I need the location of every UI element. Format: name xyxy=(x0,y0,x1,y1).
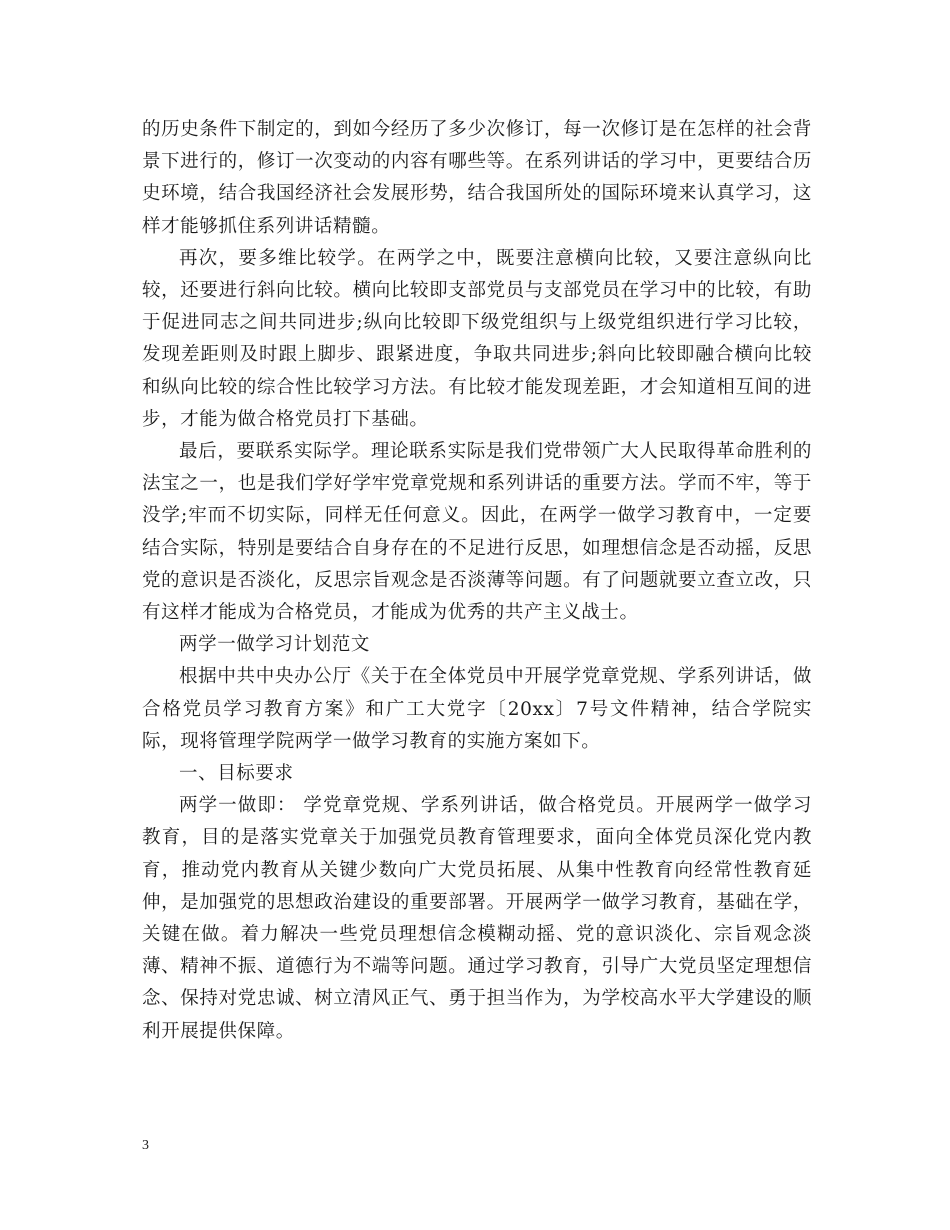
paragraph-basis: 根据中共中央办公厅《关于在全体党员中开展学党章党规、学系列讲话，做合格党员学习教育方案》和广工大党字〔20xx〕7号文件精神，结合学院实际，现将管理学院两学一做学习教育的实施方案如下。 xyxy=(142,666,812,752)
paragraph-goals: 两学一做即： 学党章党规、学系列讲话，做合格党员。开展两学一做学习教育，目的是落实党章关于加强党员教育管理要求，面向全体党员深化党内教育，推动党内教育从关键少数向广大党员拓展、从集中性教育向经常性教育延伸，是加强党的思想政治建设的重要部署。开展两学一做学习教育，基础在学，关键在做。着力解决一些党员理想信念模糊动摇、党的意识淡化、宗旨观念淡薄、精神不振、道德行为不端等问题。通过学习教育，引导广大党员坚定理想信念、保持对党忠诚、树立清风正气、勇于担当作为，为学校高水平大学建设的顺利开展提供保障。 xyxy=(142,795,812,1042)
paragraph-practice: 最后，要联系实际学。理论联系实际是我们党带领广大人民取得革命胜利的法宝之一，也是我们学好学牢党章党规和系列讲话的重要方法。学而不牢，等于没学;牢而不切实际，同样无任何意义。因此，在两学一做学习教育中，一定要结合实际，特别是要结合自身存在的不足进行反思，如理想信念是否动摇，反思党的意识是否淡化，反思宗旨观念是否淡薄等问题。有了问题就要立查立改，只有这样才能成为合格党员，才能成为优秀的共产主义战士。 xyxy=(142,441,812,624)
page-number: 3 xyxy=(142,1138,149,1153)
section-title: 两学一做学习计划范文 xyxy=(179,634,371,656)
paragraph-continuation: 的历史条件下制定的，到如今经历了多少次修订，每一次修订是在怎样的社会背景下进行的，修订一次变动的内容有哪些等。在系列讲话的学习中，更要结合历史环境，结合我国经济社会发展形势，结合我国所处的国际环境来认真学习，这样才能够抓住系列讲话精髓。 xyxy=(142,119,812,237)
paragraph-multi-dimension: 再次，要多维比较学。在两学之中，既要注意横向比较，又要注意纵向比较，还要进行斜向比较。横向比较即支部党员与支部党员在学习中的比较，有助于促进同志之间共同进步;纵向比较即下级党组织与上级党组织进行学习比较，发现差距则及时跟上脚步、跟紧进度，争取共同进步;斜向比较即融合横向比较和纵向比较的综合性比较学习方法。有比较才能发现差距，才会知道相互间的进步，才能为做合格党员打下基础。 xyxy=(142,247,812,430)
heading-goals: 一、目标要求 xyxy=(179,763,294,785)
document-body xyxy=(142,114,812,1048)
